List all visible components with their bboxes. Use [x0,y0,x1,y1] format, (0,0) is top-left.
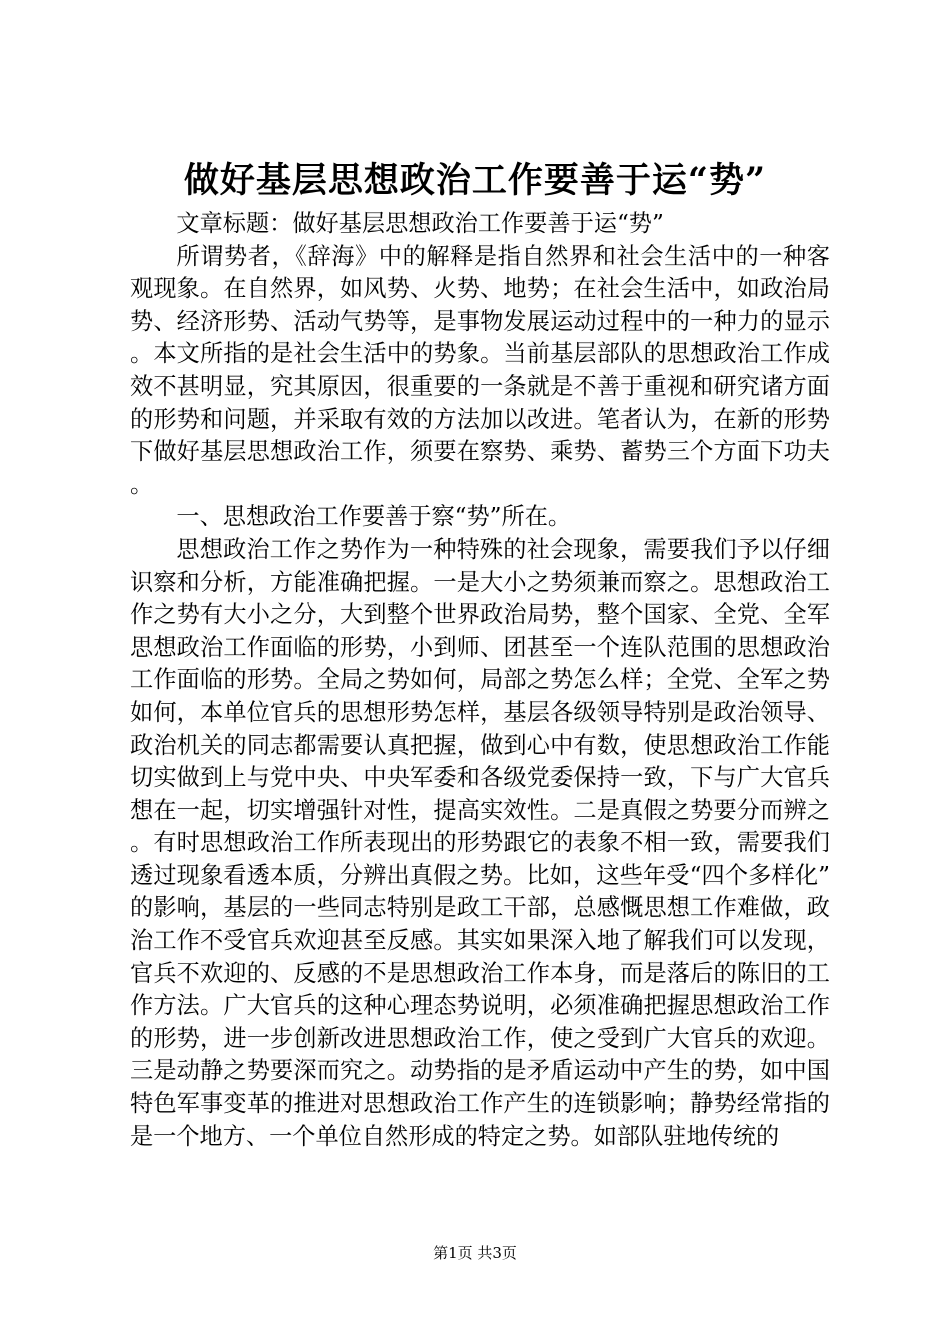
article-title-line: 文章标题：做好基层思想政治工作要善于运“势” [176,210,664,237]
paragraph-intro: 所谓势者，《辞海》中的解释是指自然界和社会生活中的一种客观现象。在自然界，如风势、火势、地势；在社会生活中，如政治局势、经济形势、活动气势等，是事物发展运动过程中的一种力的显示。本文所指的是社会生活中的势象。当前基层部队的思想政治工作成效不甚明显，究其原因，很重要的一条就是不善于重视和研究诸方面的形势和问题，并采取有效的方法加以改进。笔者认为，在新的形势下做好基层思想政治工作，须要在察势、乘势、蓄势三个方面下功夫。 [130,242,830,498]
document-body [130,208,830,1153]
page-footer: 第1页 共3页 [433,1244,517,1262]
section-heading-1: 一、思想政治工作要善于察“势”所在。 [176,503,572,531]
paragraph-section-1: 思想政治工作之势作为一种特殊的社会现象，需要我们予以仔细识察和分析，方能准确把握。一是大小之势须兼而察之。思想政治工作之势有大小之分，大到整个世界政治局势，整个国家、全党、全军思想政治工作面临的形势，小到师、团甚至一个连队范围的思想政治工作面临的形势。全局之势如何，局部之势怎么样；全党、全军之势如何，本单位官兵的思想形势怎样，基层各级领导特别是政治领导、政治机关的同志都需要认真把握，做到心中有数，使思想政治工作能切实做到上与党中央、中央军委和各级党委保持一致，下与广大官兵想在一起，切实增强针对性，提高实效性。二是真假之势要分而辨之。有时思想政治工作所表现出的形势跟它的表象不相一致，需要我们透过现象看透本质，分辨出真假之势。比如，这些年受“四个多样化”的影响，基层的一些同志特别是政工干部，总感慨思想工作难做，政治工作不受官兵欢迎甚至反感。其实如果深入地了解我们可以发现，官兵不欢迎的、反感的不是思想政治工作本身，而是落后的陈旧的工作方法。广大官兵的这种心理态势说明，必须准确把握思想政治工作的形势，进一步创新改进思想政治工作，使之受到广大官兵的欢迎。三是动静之势要深而究之。动势指的是矛盾运动中产生的势，如中国特色军事变革的推进对思想政治工作产生的连锁影响；静势经常指的是一个地方、一个单位自然形成的特定之势。如部队驻地传统的 [130,535,830,1150]
document-title: 做好基层思想政治工作要善于运“势” [183,160,767,201]
